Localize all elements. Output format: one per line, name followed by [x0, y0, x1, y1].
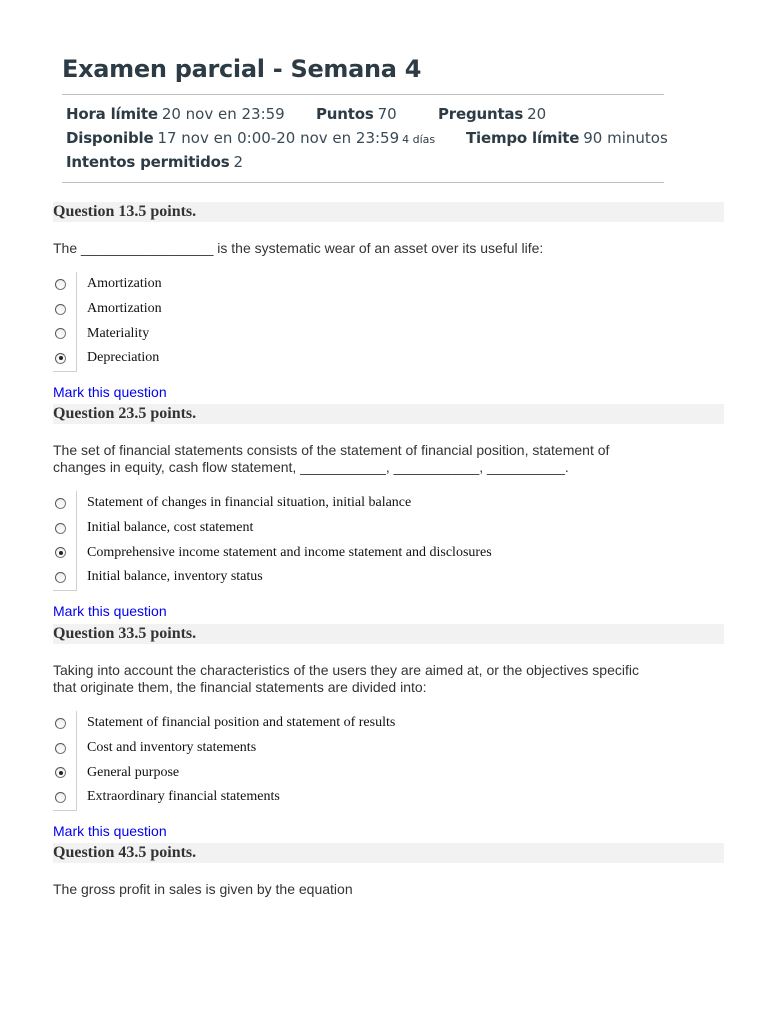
answer-list [53, 711, 724, 810]
answer-divider [53, 371, 77, 372]
exam-header [62, 50, 668, 183]
radio-button[interactable] [55, 304, 66, 315]
question-header: Question 23.5 points. [53, 404, 724, 424]
answer-option[interactable]: Depreciation [53, 346, 724, 371]
answer-divider [53, 810, 77, 811]
details-row-1 [66, 102, 664, 126]
question-3 [53, 624, 724, 840]
due-date: Hora límite 20 nov en 23:59 [66, 105, 285, 123]
answer-option[interactable]: Amortization [53, 272, 724, 297]
answer-option[interactable]: Extraordinary financial statements [53, 785, 724, 810]
radio-button-selected[interactable] [55, 547, 66, 558]
question-text: Taking into account the characteristics of the users they are aimed at, or the objectives specific that originate them, the financial statements are divided into: [53, 662, 639, 695]
radio-button[interactable] [55, 743, 66, 754]
radio-button[interactable] [55, 572, 66, 583]
answer-option[interactable]: Statement of financial position and statement of results [53, 711, 724, 736]
answer-option[interactable]: Comprehensive income statement and income statement and disclosures [53, 540, 724, 565]
question-text: The gross profit in sales is given by the equation [53, 881, 353, 897]
answer-divider [53, 590, 77, 591]
points: Puntos 70 [316, 105, 397, 123]
answer-list [53, 272, 724, 371]
answer-option[interactable]: Initial balance, cost statement [53, 516, 724, 541]
question-1 [53, 202, 724, 401]
question-header: Question 33.5 points. [53, 624, 724, 644]
radio-button[interactable] [55, 523, 66, 534]
radio-button[interactable] [55, 792, 66, 803]
question-4 [53, 843, 724, 898]
question-count: Preguntas 20 [438, 105, 547, 123]
question-text: The _________________ is the systematic wear of an asset over its useful life: [53, 240, 544, 256]
mark-question-link[interactable]: Mark this question [53, 822, 167, 839]
attempts-allowed: Intentos permitidos 2 [66, 153, 244, 171]
question-text: The set of financial statements consists of the statement of financial position, statement of changes in equity, cash flow statement, ___________, ___________, __________. [53, 442, 610, 475]
radio-button-selected[interactable] [55, 353, 66, 364]
question-header: Question 13.5 points. [53, 202, 724, 222]
answer-list [53, 491, 724, 590]
radio-button[interactable] [55, 279, 66, 290]
page-title: Examen parcial - Semana 4 [62, 55, 422, 83]
radio-button[interactable] [55, 718, 66, 729]
question-2 [53, 404, 724, 620]
question-header: Question 43.5 points. [53, 843, 724, 863]
answer-option[interactable]: Initial balance, inventory status [53, 565, 724, 590]
answer-option[interactable]: General purpose [53, 760, 724, 785]
answer-option[interactable]: Statement of changes in financial situation, initial balance [53, 491, 724, 516]
radio-button-selected[interactable] [55, 767, 66, 778]
details-row-2 [66, 126, 668, 150]
radio-button[interactable] [55, 498, 66, 509]
answer-option[interactable]: Materiality [53, 321, 724, 346]
exam-details [62, 95, 668, 182]
answer-option[interactable]: Amortization [53, 297, 724, 322]
details-row-3 [66, 150, 664, 174]
header-divider-bottom [62, 182, 664, 183]
time-limit: Tiempo límite 90 minutos [466, 129, 668, 147]
mark-question-link[interactable]: Mark this question [53, 383, 167, 400]
availability: Disponible 17 nov en 0:00-20 nov en 23:59 4 días [66, 129, 436, 147]
mark-question-link[interactable]: Mark this question [53, 602, 167, 619]
answer-option[interactable]: Cost and inventory statements [53, 736, 724, 761]
radio-button[interactable] [55, 328, 66, 339]
